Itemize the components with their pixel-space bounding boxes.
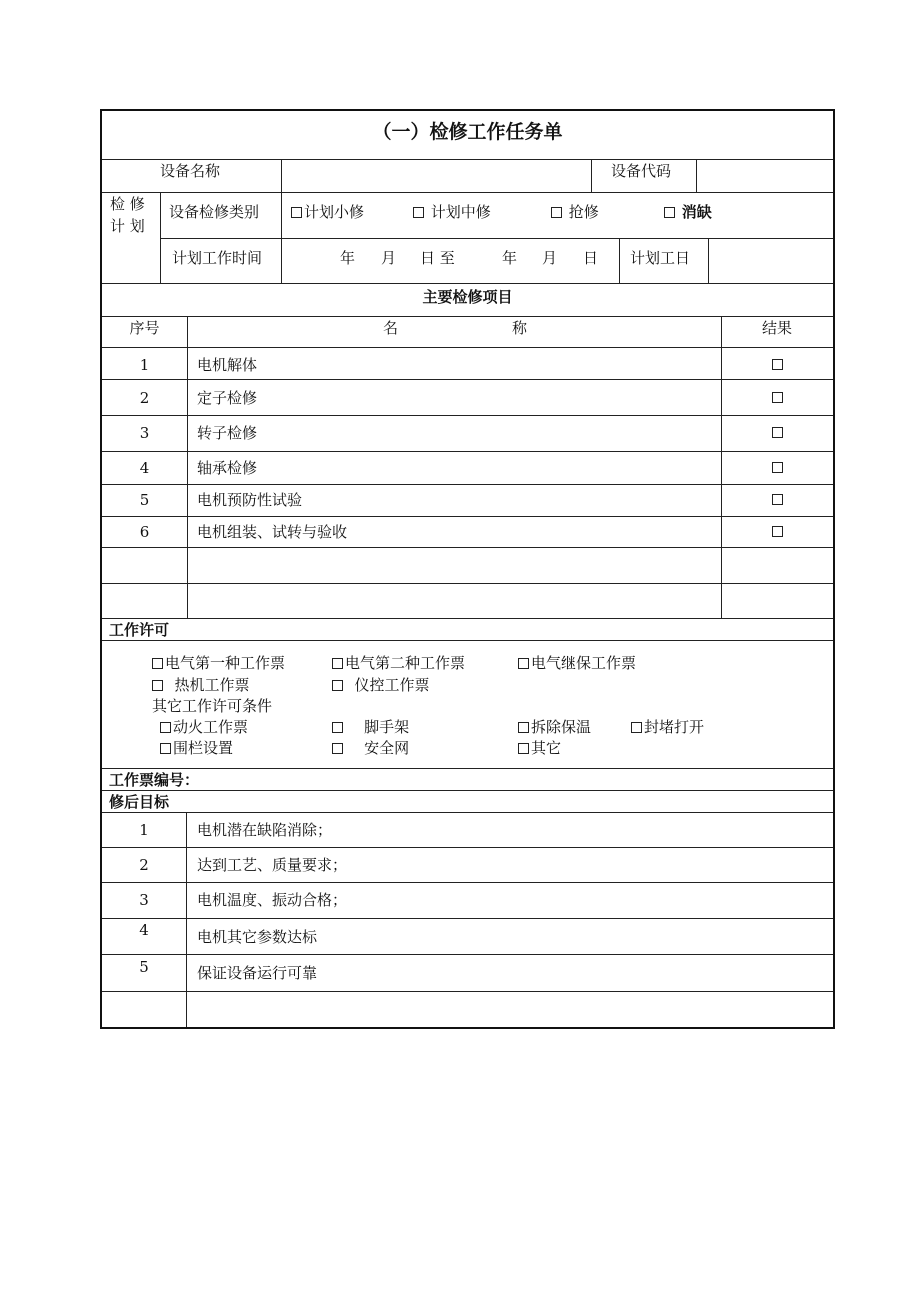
checkbox-icon <box>664 207 675 218</box>
result-checkbox[interactable] <box>772 494 783 505</box>
ticket-number-field[interactable] <box>212 769 832 789</box>
permit-checkbox[interactable] <box>152 654 285 672</box>
divider <box>102 954 833 955</box>
permit-option-label: 安全网 <box>364 739 410 757</box>
divider <box>186 812 187 1027</box>
divider <box>619 238 620 283</box>
checkbox-icon <box>291 207 302 218</box>
result-checkbox[interactable] <box>772 462 783 473</box>
form-title: （一）检修工作任务单 <box>372 121 563 143</box>
divider <box>102 583 833 584</box>
checkbox-icon <box>413 207 424 218</box>
divider <box>102 812 833 813</box>
category-checkbox-medium[interactable] <box>413 203 491 221</box>
time-day-2: 日 <box>583 249 599 267</box>
planned-days-field[interactable] <box>710 239 832 282</box>
permit-checkbox[interactable] <box>518 739 561 757</box>
result-checkbox[interactable] <box>772 392 783 403</box>
divider <box>102 640 833 641</box>
divider <box>160 192 161 283</box>
checkbox-icon <box>518 722 529 733</box>
goal-text: 电机其它参数达标 <box>197 928 318 946</box>
item-seq: 3 <box>139 424 150 442</box>
work-permit-title: 工作许可 <box>109 621 170 639</box>
permit-option-label: 电气第二种工作票 <box>345 654 466 672</box>
time-month-2: 月 <box>542 249 558 267</box>
col-name-header-b: 称 <box>512 319 528 337</box>
goal-seq: 3 <box>139 891 149 909</box>
result-checkbox[interactable] <box>772 359 783 370</box>
item-seq: 6 <box>139 523 150 541</box>
goal-text: 保证设备运行可靠 <box>197 964 318 982</box>
item-name: 电机组装、试转与验收 <box>197 523 348 541</box>
category-option-label: 抢修 <box>568 203 599 221</box>
category-option-label: 计划中修 <box>430 203 491 221</box>
permit-option-label: 拆除保温 <box>531 718 592 736</box>
checkbox-icon <box>332 658 343 669</box>
divider <box>102 484 833 485</box>
divider <box>591 159 592 192</box>
permit-option-label: 脚手架 <box>364 718 410 736</box>
divider <box>102 882 833 883</box>
checkbox-icon <box>152 658 163 669</box>
divider <box>102 547 833 548</box>
other-permit-label: 其它工作许可条件 <box>152 697 273 715</box>
divider <box>102 415 833 416</box>
permit-option-label: 热机工作票 <box>174 676 250 694</box>
permit-option-label: 围栏设置 <box>173 739 234 757</box>
divider <box>696 159 697 192</box>
col-result-header: 结果 <box>761 319 792 337</box>
divider <box>102 790 833 791</box>
item-name: 定子检修 <box>197 389 258 407</box>
divider <box>102 918 833 919</box>
goal-text: 电机潜在缺陷消除； <box>197 821 333 839</box>
checkbox-icon <box>160 722 171 733</box>
category-checkbox-defect[interactable] <box>664 203 712 221</box>
goal-seq: 1 <box>139 821 149 839</box>
goal-seq: 5 <box>139 958 149 976</box>
col-seq-header: 序号 <box>129 319 160 337</box>
plan-side-label-1: 检 修 <box>110 195 145 213</box>
time-year-2: 年 <box>502 249 518 267</box>
category-option-label: 消缺 <box>681 203 712 221</box>
permit-option-label: 动火工作票 <box>173 718 249 736</box>
time-month-1: 月 <box>381 249 397 267</box>
divider <box>102 192 833 193</box>
item-seq: 1 <box>139 356 150 374</box>
col-name-header-a: 名 <box>383 319 399 337</box>
checkbox-icon <box>631 722 642 733</box>
permit-checkbox[interactable] <box>518 718 591 736</box>
divider <box>102 451 833 452</box>
checkbox-icon <box>332 722 343 733</box>
plan-side-label-2: 计 划 <box>110 217 145 235</box>
permit-checkbox[interactable] <box>332 739 409 757</box>
equipment-name-field[interactable] <box>283 160 590 191</box>
permit-checkbox[interactable] <box>518 654 636 672</box>
time-year-1: 年 <box>340 249 356 267</box>
goal-text: 达到工艺、质量要求； <box>197 856 348 874</box>
item-seq: 5 <box>139 491 150 509</box>
permit-checkbox[interactable] <box>160 718 248 736</box>
divider <box>102 991 833 992</box>
equipment-code-label: 设备代码 <box>611 162 672 180</box>
checkbox-icon <box>160 743 171 754</box>
category-checkbox-minor[interactable] <box>291 203 364 221</box>
permit-checkbox[interactable] <box>332 654 465 672</box>
item-seq: 4 <box>139 459 150 477</box>
goals-title: 修后目标 <box>109 793 170 811</box>
item-name: 轴承检修 <box>197 459 258 477</box>
category-checkbox-emergency[interactable] <box>551 203 599 221</box>
goal-seq: 2 <box>139 856 149 874</box>
plan-time-label: 计划工作时间 <box>172 249 263 267</box>
permit-checkbox[interactable] <box>332 676 430 694</box>
planned-days-label: 计划工日 <box>630 249 691 267</box>
permit-option-label: 电气第一种工作票 <box>165 654 286 672</box>
divider <box>281 192 282 283</box>
goal-seq: 4 <box>139 921 149 939</box>
equipment-code-field[interactable] <box>698 160 832 191</box>
checkbox-icon <box>332 743 343 754</box>
divider <box>102 347 833 348</box>
category-label: 设备检修类别 <box>169 203 260 221</box>
checkbox-icon <box>332 680 343 691</box>
result-checkbox[interactable] <box>772 526 783 537</box>
item-name: 电机预防性试验 <box>197 491 303 509</box>
checkbox-icon <box>551 207 562 218</box>
permit-checkbox[interactable] <box>631 718 704 736</box>
divider <box>102 316 833 317</box>
permit-option-label: 封堵打开 <box>644 718 705 736</box>
permit-option-label: 仪控工作票 <box>354 676 430 694</box>
equipment-name-label: 设备名称 <box>160 162 221 180</box>
maintenance-task-form <box>100 109 835 1029</box>
divider <box>102 847 833 848</box>
divider <box>102 618 833 619</box>
main-items-title: 主要检修项目 <box>422 288 513 306</box>
divider <box>708 238 709 283</box>
time-day-to: 日 至 <box>420 249 455 267</box>
divider <box>187 316 188 618</box>
permit-checkbox[interactable] <box>332 718 409 736</box>
permit-option-label: 电气继保工作票 <box>531 654 637 672</box>
item-name: 电机解体 <box>197 356 258 374</box>
divider <box>102 283 833 284</box>
item-seq: 2 <box>139 389 150 407</box>
permit-checkbox[interactable] <box>152 676 250 694</box>
divider <box>721 316 722 618</box>
goal-text: 电机温度、振动合格； <box>197 891 348 909</box>
category-option-label: 计划小修 <box>304 203 365 221</box>
permit-option-label: 其它 <box>531 739 562 757</box>
divider <box>102 516 833 517</box>
item-name: 转子检修 <box>197 424 258 442</box>
checkbox-icon <box>518 743 529 754</box>
checkbox-icon <box>152 680 163 691</box>
divider <box>281 159 282 192</box>
permit-checkbox[interactable] <box>160 739 233 757</box>
checkbox-icon <box>518 658 529 669</box>
result-checkbox[interactable] <box>772 427 783 438</box>
divider <box>102 379 833 380</box>
ticket-number-label: 工作票编号： <box>109 771 200 789</box>
